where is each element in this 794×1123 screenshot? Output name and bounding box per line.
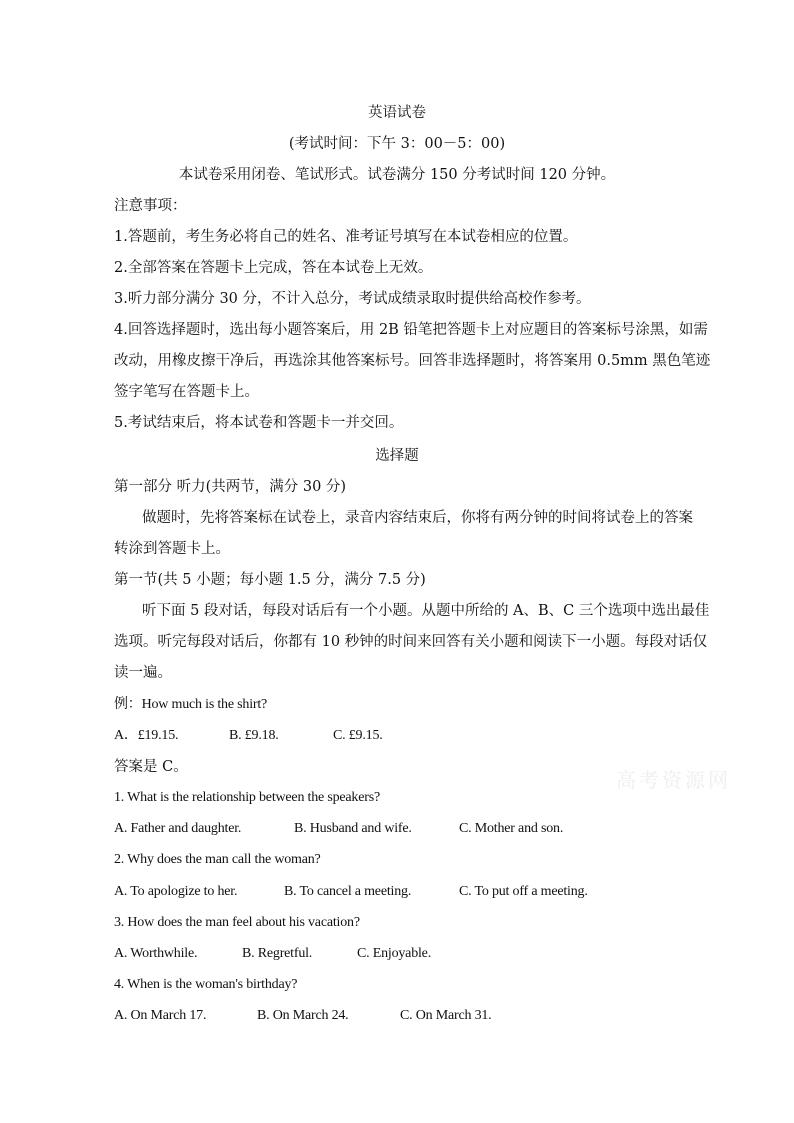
example-question: 例：How much is the shirt?	[114, 697, 268, 712]
note-item-1: 1.答题前，考生务必将自己的姓名、准考证号填写在本试卷相应的位置。	[114, 229, 578, 245]
note-item-4-line-1: 4.回答选择题时，选出每小题答案后，用 2B 铅笔把答题卡上对应题目的答案标号涂黑，如需	[114, 322, 708, 338]
section-1-desc-line-2: 选项。听完每段对话后，你都有 10 秒钟的时间来回答有关小题和阅读下一小题。每段对话仅	[114, 634, 708, 650]
part-1-heading: 第一部分 听力(共两节，满分 30 分)	[114, 479, 347, 495]
question-4-option-b: B. On March 24.	[257, 1008, 349, 1023]
note-item-4-line-2: 改动，用橡皮擦干净后，再选涂其他答案标号。回答非选择题时，将答案用 0.5mm 黑色笔迹	[114, 353, 711, 369]
notes-heading: 注意事项：	[114, 198, 187, 214]
question-3-option-a: A. Worthwhile.	[114, 946, 198, 961]
question-2-option-c: C. To put off a meeting.	[459, 884, 588, 899]
section-1-desc-line-3: 读一遍。	[114, 665, 172, 681]
example-option-b: B. £9.18.	[229, 728, 279, 743]
question-1-option-b: B. Husband and wife.	[294, 821, 412, 836]
section-1-heading: 第一节(共 5 小题；每小题 1.5 分，满分 7.5 分)	[114, 572, 426, 588]
question-3-text: 3. How does the man feel about his vacation?	[114, 915, 360, 930]
question-2-option-a: A. To apologize to her.	[114, 884, 238, 899]
section-1-desc-line-1: 听下面 5 段对话，每段对话后有一个小题。从题中所给的 A、B、C 三个选项中选出最佳	[142, 603, 710, 619]
part-1-desc-line-1: 做题时，先将答案标在试卷上，录音内容结束后，你将有两分钟的时间将试卷上的答案	[142, 510, 693, 526]
example-option-a: A．£19.15.	[114, 728, 179, 743]
watermark: 高考资源网	[616, 768, 731, 792]
question-1-option-a: A. Father and daughter.	[114, 821, 242, 836]
part-1-desc-line-2: 转涂到答题卡上。	[114, 541, 230, 557]
note-item-4-line-3: 签字笔写在答题卡上。	[114, 384, 259, 400]
note-item-3: 3.听力部分满分 30 分，不计入总分，考试成绩录取时提供给高校作参考。	[114, 291, 591, 307]
question-1-option-c: C. Mother and son.	[459, 821, 564, 836]
question-4-text: 4. When is the woman's birthday?	[114, 977, 298, 992]
question-2-option-b: B. To cancel a meeting.	[284, 884, 412, 899]
question-2-text: 2. Why does the man call the woman?	[114, 852, 321, 867]
example-option-c: C. £9.15.	[333, 728, 383, 743]
page-title: 英语试卷	[368, 105, 426, 121]
question-1-text: 1. What is the relationship between the speakers?	[114, 790, 380, 805]
example-answer: 答案是 C。	[114, 759, 188, 775]
question-4-option-c: C. On March 31.	[400, 1008, 492, 1023]
section-title: 选择题	[375, 448, 419, 464]
exam-time: (考试时间：下午 3：00－5：00)	[288, 136, 506, 152]
note-item-2: 2.全部答案在答题卡上完成，答在本试卷上无效。	[114, 260, 433, 276]
note-item-5: 5.考试结束后，将本试卷和答题卡一并交回。	[114, 415, 404, 431]
question-3-option-b: B. Regretful.	[242, 946, 313, 961]
question-3-option-c: C. Enjoyable.	[357, 946, 431, 961]
exam-intro: 本试卷采用闭卷、笔试形式。试卷满分 150 分考试时间 120 分钟。	[178, 167, 616, 183]
question-4-option-a: A. On March 17.	[114, 1008, 207, 1023]
